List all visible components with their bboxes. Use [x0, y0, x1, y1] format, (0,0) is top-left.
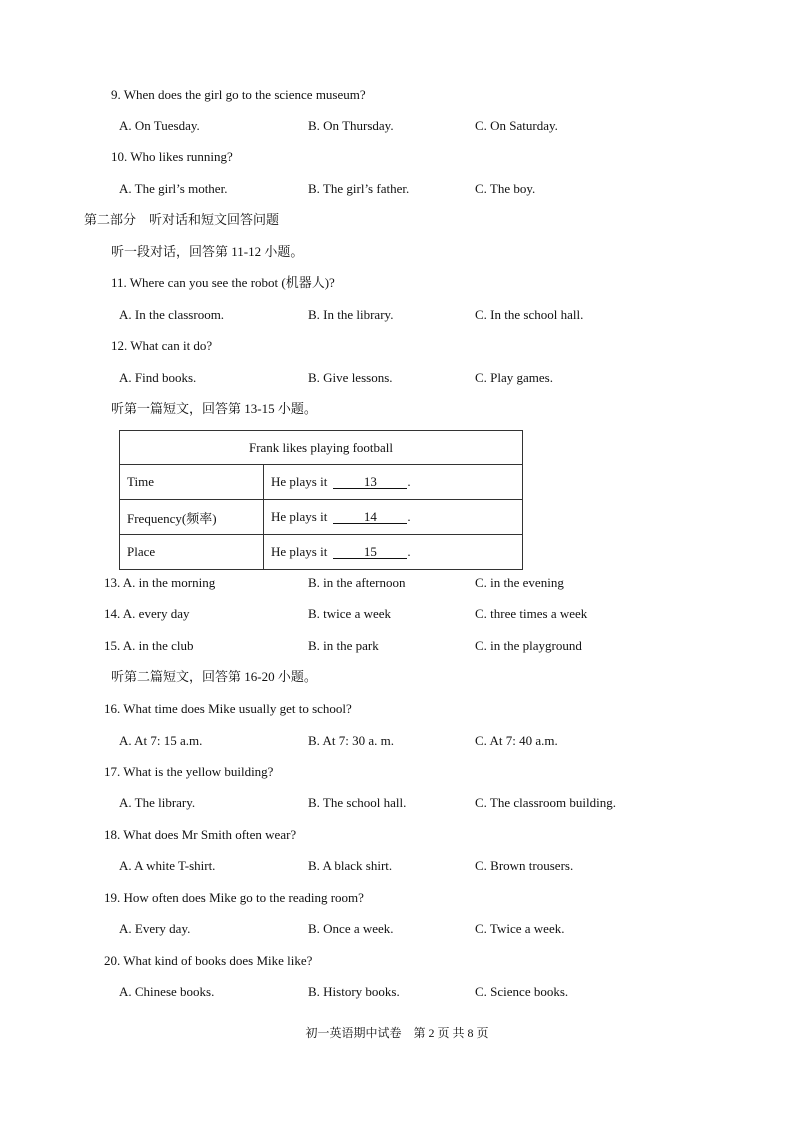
option-14b: B. twice a week — [308, 606, 392, 621]
option-15c: C. in the playground — [475, 638, 582, 653]
question-20: 20. What kind of books does Mike like? — [104, 953, 313, 968]
option-16a: A. At 7: 15 a.m. — [119, 733, 203, 748]
question-18: 18. What does Mr Smith often wear? — [104, 827, 297, 842]
question-12: 12. What can it do? — [111, 338, 213, 353]
answer-blank: 13 — [333, 475, 407, 489]
option-12c: C. Play games. — [475, 370, 553, 385]
row-label: Time — [120, 465, 264, 500]
option-12b: B. Give lessons. — [308, 370, 393, 385]
question-11: 11. Where can you see the robot (机器人)? — [111, 275, 335, 290]
option-11c: C. In the school hall. — [475, 307, 584, 322]
option-13c: C. in the evening — [475, 575, 564, 590]
option-20a: A. Chinese books. — [119, 984, 215, 999]
option-20b: B. History books. — [308, 984, 400, 999]
option-14a: 14. A. every day — [104, 606, 190, 621]
option-13b: B. in the afternoon — [308, 575, 406, 590]
option-9b: B. On Thursday. — [308, 118, 394, 133]
option-9c: C. On Saturday. — [475, 118, 558, 133]
option-16b: B. At 7: 30 a. m. — [308, 733, 394, 748]
section-heading: 第二部分 听对话和短文回答问题 — [84, 212, 280, 227]
row-text: He plays it 13 . — [264, 465, 523, 500]
option-18a: A. A white T-shirt. — [119, 858, 216, 873]
option-18b: B. A black shirt. — [308, 858, 393, 873]
table-row — [120, 500, 523, 535]
question-19: 19. How often does Mike go to the reading room? — [104, 890, 364, 905]
answer-blank: 15 — [333, 545, 407, 559]
row-label: Place — [120, 535, 264, 570]
option-10c: C. The boy. — [475, 181, 536, 196]
option-16c: C. At 7: 40 a.m. — [475, 733, 558, 748]
option-11a: A. In the classroom. — [119, 307, 225, 322]
question-16: 16. What time does Mike usually get to school? — [104, 701, 352, 716]
question-9: 9. When does the girl go to the science museum? — [111, 87, 366, 102]
option-10a: A. The girl’s mother. — [119, 181, 228, 196]
instruction-2: 听第一篇短文，回答第 13-15 小题。 — [111, 401, 317, 416]
row-label: Frequency(频率) — [120, 500, 264, 535]
option-13a: 13. A. in the morning — [104, 575, 216, 590]
option-11b: B. In the library. — [308, 307, 394, 322]
info-table — [119, 430, 523, 570]
option-19a: A. Every day. — [119, 921, 191, 936]
question-17: 17. What is the yellow building? — [104, 764, 274, 779]
option-19b: B. Once a week. — [308, 921, 394, 936]
option-9a: A. On Tuesday. — [119, 118, 200, 133]
page-footer: 初一英语期中试卷 第 2 页 共 8 页 — [305, 1026, 489, 1040]
table-row — [120, 535, 523, 570]
row-text: He plays it 14 . — [264, 500, 523, 535]
option-12a: A. Find books. — [119, 370, 197, 385]
option-14c: C. three times a week — [475, 606, 588, 621]
option-17c: C. The classroom building. — [475, 795, 616, 810]
option-15a: 15. A. in the club — [104, 638, 194, 653]
answer-blank: 14 — [333, 510, 407, 524]
instruction-1: 听一段对话，回答第 11-12 小题。 — [111, 244, 304, 259]
question-10: 10. Who likes running? — [111, 149, 233, 164]
option-18c: C. Brown trousers. — [475, 858, 574, 873]
table-row — [120, 465, 523, 500]
option-17b: B. The school hall. — [308, 795, 407, 810]
option-19c: C. Twice a week. — [475, 921, 565, 936]
option-15b: B. in the park — [308, 638, 379, 653]
option-20c: C. Science books. — [475, 984, 569, 999]
option-10b: B. The girl’s father. — [308, 181, 410, 196]
table-title: Frank likes playing football — [120, 431, 523, 465]
option-17a: A. The library. — [119, 795, 196, 810]
row-text: He plays it 15 . — [264, 535, 523, 570]
instruction-3: 听第二篇短文，回答第 16-20 小题。 — [111, 669, 317, 684]
